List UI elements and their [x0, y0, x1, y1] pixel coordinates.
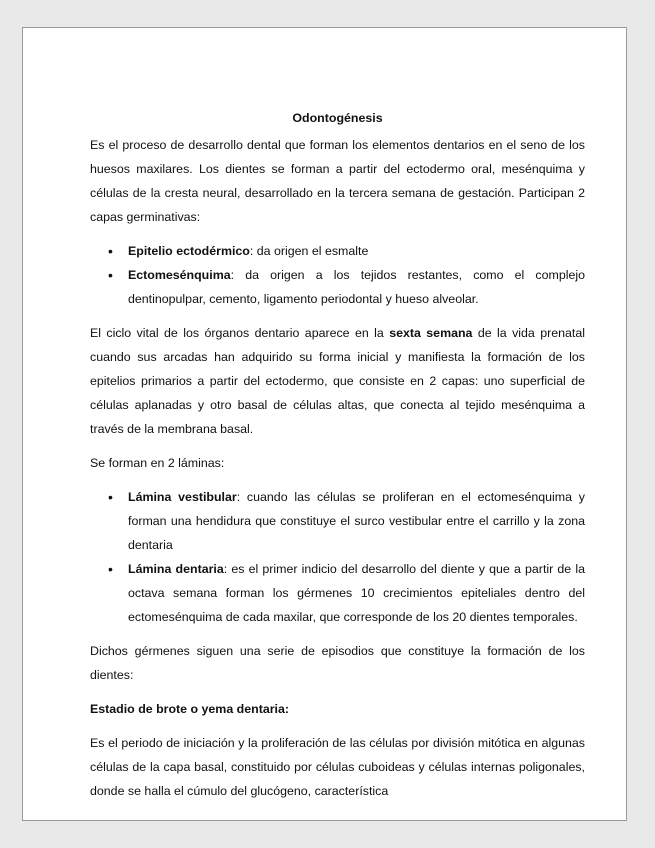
list-item-text: : cuando las células se proliferan en el ectomesénquima y forman una hendidura que constituye el surco vestibular entre el carrillo y la zona dentaria: [128, 490, 585, 552]
germ-layers-list: [90, 239, 585, 311]
list-item-term: Epitelio ectodérmico: [128, 244, 250, 258]
paragraph-text: de la vida prenatal cuando sus arcadas han adquirido su forma inicial y manifiesta la formación de los epitelios primarios a partir del ectodermo, que consiste en 2 capas: uno superficial de células aplanadas y otro basal de células altas, que conecta al tejido mesénquima a través de la membrana basal.: [90, 326, 585, 436]
life-cycle-paragraph: [90, 321, 585, 441]
list-item: [128, 557, 585, 629]
list-item-text: : es el primer indicio del desarrollo del diente y que a partir de la octava semana forman los gérmenes 10 crecimientos epiteliales dentro del ectomesénquima de cada maxilar, que corresponde de los 20 dientes temporales.: [128, 562, 585, 624]
laminas-intro: Se forman en 2 láminas:: [90, 456, 225, 470]
section-heading: Estadio de brote o yema dentaria:: [90, 702, 289, 716]
list-item: [128, 263, 585, 311]
list-item-term: Lámina dentaria: [128, 562, 224, 576]
list-item: [128, 485, 585, 557]
stage-paragraph: Es el periodo de iniciación y la proliferación de las células por división mitótica en algunas células de la capa basal, constituido por células cuboideas y células internas poligonales, donde se halla el cúmulo del glucógeno, característica: [90, 736, 585, 798]
list-item-term: Lámina vestibular: [128, 490, 237, 504]
laminas-list: [90, 485, 585, 629]
emphasis-text: sexta semana: [389, 326, 473, 340]
document-page: [22, 27, 627, 821]
paragraph-text: El ciclo vital de los órganos dentario aparece en la: [90, 326, 390, 340]
list-item-term: Ectomesénquima: [128, 268, 231, 282]
document-body: [90, 106, 585, 813]
list-item-text: : da origen a los tejidos restantes, como el complejo dentinopulpar, cemento, ligamento periodontal y hueso alveolar.: [128, 268, 585, 306]
document-title: Odontogénesis: [292, 111, 383, 125]
germenes-paragraph: Dichos gérmenes siguen una serie de episodios que constituye la formación de los dientes:: [90, 644, 585, 682]
intro-paragraph: Es el proceso de desarrollo dental que forman los elementos dentarios en el seno de los huesos maxilares. Los dientes se forman a partir del ectodermo oral, mesénquima y células de la cresta neural, desarrollado en la tercera semana de gestación. Participan 2 capas germinativas:: [90, 138, 585, 224]
list-item-text: : da origen el esmalte: [249, 244, 369, 258]
list-item: [128, 239, 585, 263]
